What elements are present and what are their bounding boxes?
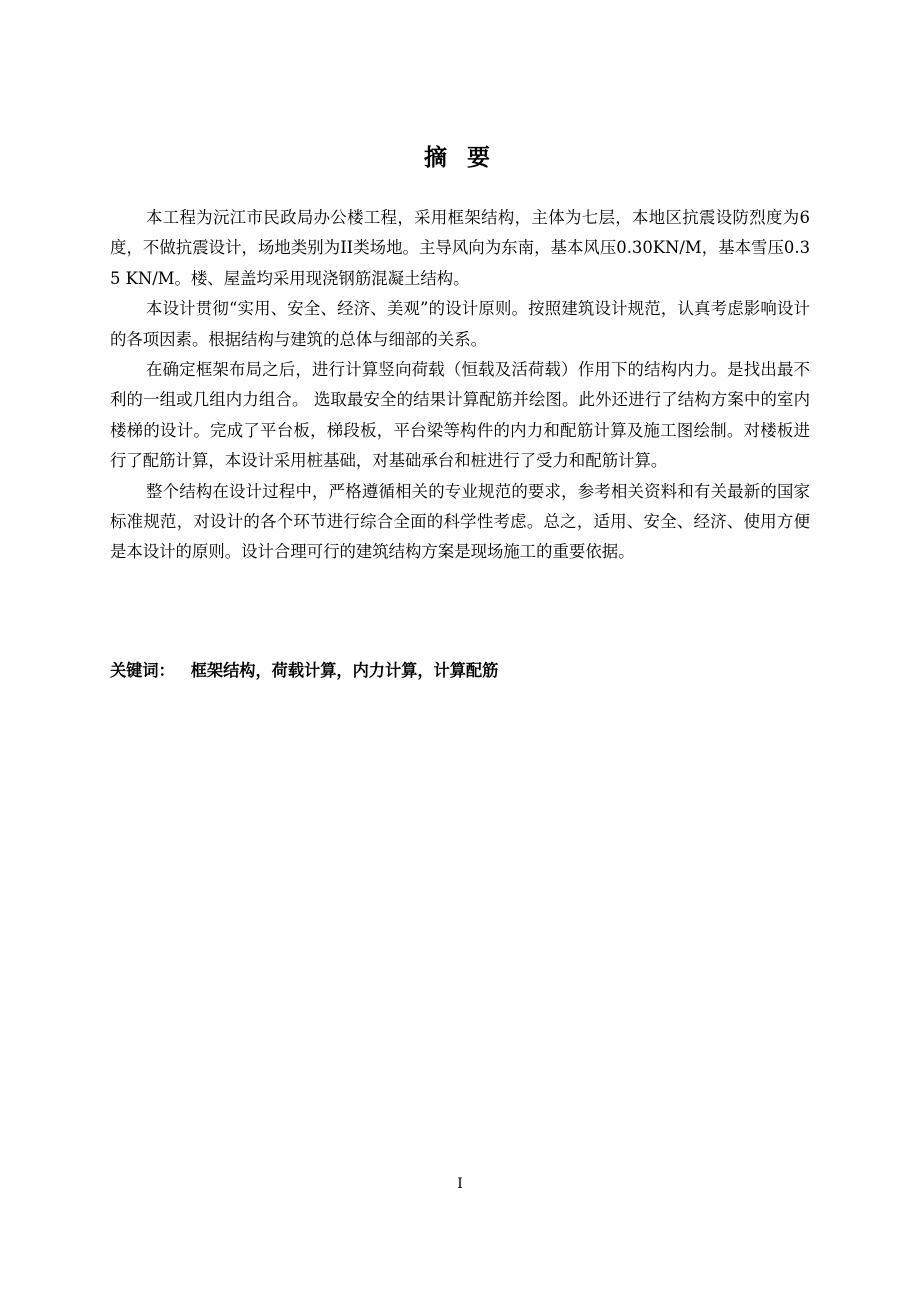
keywords-label: 关键词： xyxy=(110,661,175,680)
abstract-title: 摘 要 xyxy=(423,145,496,171)
keywords-list: 框架结构，荷载计算，内力计算，计算配筋 xyxy=(190,661,499,680)
abstract-paragraph-3: 在确定框架布局之后，进行计算竖向荷载（恒载及活荷载）作用下的结构内力。是找出最不利的一组或几组内力组合。 选取最安全的结果计算配筋并绘图。此外还进行了结构方案中的室内楼梯的设计。完成了平台板，梯段板，平台梁等构件的内力和配筋计算及施工图绘制。对楼板进行了配筋计算，本设计采用桩基础，对基础承台和桩进行了受力和配筋计算。 xyxy=(110,360,810,471)
abstract-body xyxy=(110,203,810,568)
abstract-paragraph-4: 整个结构在设计过程中，严格遵循相关的专业规范的要求，参考相关资料和有关最新的国家标准规范，对设计的各个环节进行综合全面的科学性考虑。总之，适用、安全、经济、使用方便是本设计的原则。设计合理可行的建筑结构方案是现场施工的重要依据。 xyxy=(110,481,810,562)
page-number: I xyxy=(457,1176,463,1192)
abstract-paragraph-2: 本设计贯彻“实用、安全、经济、美观”的设计原则。按照建筑设计规范，认真考虑影响设计的各项因素。根据结构与建筑的总体与细部的关系。 xyxy=(110,299,810,349)
abstract-paragraph-1: 本工程为沅江市民政局办公楼工程，采用框架结构，主体为七层，本地区抗震设防烈度为6度，不做抗震设计，场地类别为II类场地。主导风向为东南，基本风压0.30KN/M，基本雪压0.35 KN/M。楼、屋盖均采用现浇钢筋混凝土结构。 xyxy=(110,208,810,288)
keywords-line xyxy=(110,656,810,686)
